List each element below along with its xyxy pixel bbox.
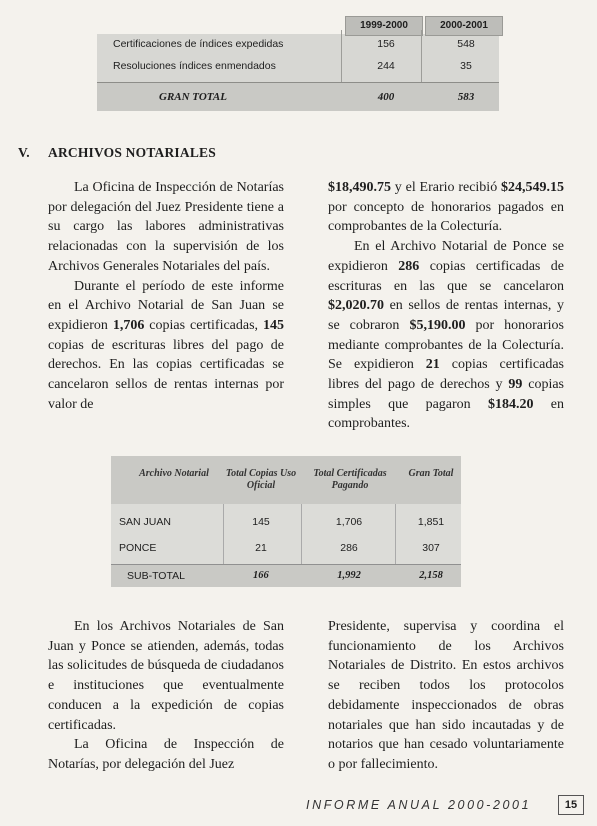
table-row	[97, 56, 499, 78]
cell-pagando: 286	[340, 542, 358, 554]
total-value: 400	[377, 91, 395, 103]
paragraph: Presidente, supervisa y coordina el funcionamiento de los Archivos Notariales de Distrito. En estos archivos se reciben todos los protocolos debidamente inspeccionados de obras notariales que han sido incautadas y de notarios que han cesado voluntariamente o por fallecimiento.	[328, 619, 564, 772]
column-header: 2000-2001	[425, 16, 503, 36]
cell-value: 244	[377, 60, 395, 72]
cell-pagando: 1,706	[335, 516, 363, 528]
cell-archivo: PONCE	[119, 542, 157, 554]
archivos-table	[111, 456, 461, 586]
subtotal-uso: 166	[253, 570, 269, 581]
paragraph: En el Archivo Notarial de Ponce se expidieron 286 copias certificadas de escrituras en las que se cancelaron $2,020.70 en sellos de rentas internas, y se cobraron $5,190.00 por honorarios mediante comprobantes de la Colecturía. Se expidieron 21 copias certificadas libres del pago de derechos y 99 copias simples que pagaron $184.20 en comprobantes.	[328, 239, 565, 432]
indices-table	[97, 8, 499, 110]
column-header: 1999-2000	[345, 16, 423, 36]
total-label: GRAN TOTAL	[159, 91, 227, 103]
right-column-top	[328, 178, 564, 434]
paragraph: $18,490.75 y el Erario recibió $24,549.15 por concepto de honorarios pagados en comprobantes de la Colecturía.	[328, 180, 564, 235]
total-value: 583	[457, 91, 475, 103]
cell-total: 307	[422, 542, 440, 554]
left-column-bottom	[48, 617, 284, 775]
table-row	[111, 510, 461, 534]
subtotal-pagando: 1,992	[337, 570, 361, 581]
paragraph: La Oficina de Inspección de Notarías por delegación del Juez Presidente tiene a su cargo las labores administrativas relacionadas con la supervisión de los Archivos Generales Notariales del país.	[48, 180, 284, 274]
paragraph: En los Archivos Notariales de San Juan y Ponce se atienden, además, todas las solicitudes de búsqueda de ciudadanos e instituciones que eventualmente conducen a la expedición de copias certificadas.	[48, 619, 284, 733]
column-header: Total Copias Uso Oficial	[225, 468, 297, 491]
table-row	[97, 34, 499, 56]
paragraph: La Oficina de Inspección de Notarías, por delegación del Juez	[48, 737, 284, 772]
subtotal-row	[111, 564, 461, 587]
table-row	[111, 536, 461, 560]
paragraph: Durante el período de este informe en el Archivo Notarial de San Juan se expidieron 1,706 copias certificadas, 145 copias de escrituras libres del pago de derechos. En las copias certificadas se cancelaron sellos de rentas internas por valor de	[48, 278, 285, 412]
left-column-top	[48, 178, 284, 414]
column-header: Archivo Notarial	[139, 468, 209, 479]
row-label: Certificaciones de índices expedidas	[113, 38, 284, 50]
page-number: 15	[558, 795, 584, 815]
cell-archivo: SAN JUAN	[119, 516, 171, 528]
cell-value: 548	[457, 38, 475, 50]
section-number: V.	[18, 145, 30, 160]
right-column-bottom	[328, 617, 564, 775]
cell-uso: 21	[255, 542, 267, 554]
cell-uso: 145	[252, 516, 270, 528]
subtotal-total: 2,158	[419, 570, 443, 581]
cell-value: 156	[377, 38, 395, 50]
row-label: Resoluciones índices enmendados	[113, 60, 276, 72]
footer-title: INFORME ANUAL 2000-2001	[306, 798, 532, 812]
column-header: Gran Total	[408, 468, 454, 479]
table-header	[111, 456, 461, 504]
section-title: ARCHIVOS NOTARIALES	[48, 145, 216, 160]
subtotal-label: SUB-TOTAL	[127, 570, 185, 582]
cell-total: 1,851	[417, 516, 445, 528]
total-row	[97, 82, 499, 111]
cell-value: 35	[460, 60, 472, 72]
column-header: Total Certificadas Pagando	[313, 468, 387, 491]
